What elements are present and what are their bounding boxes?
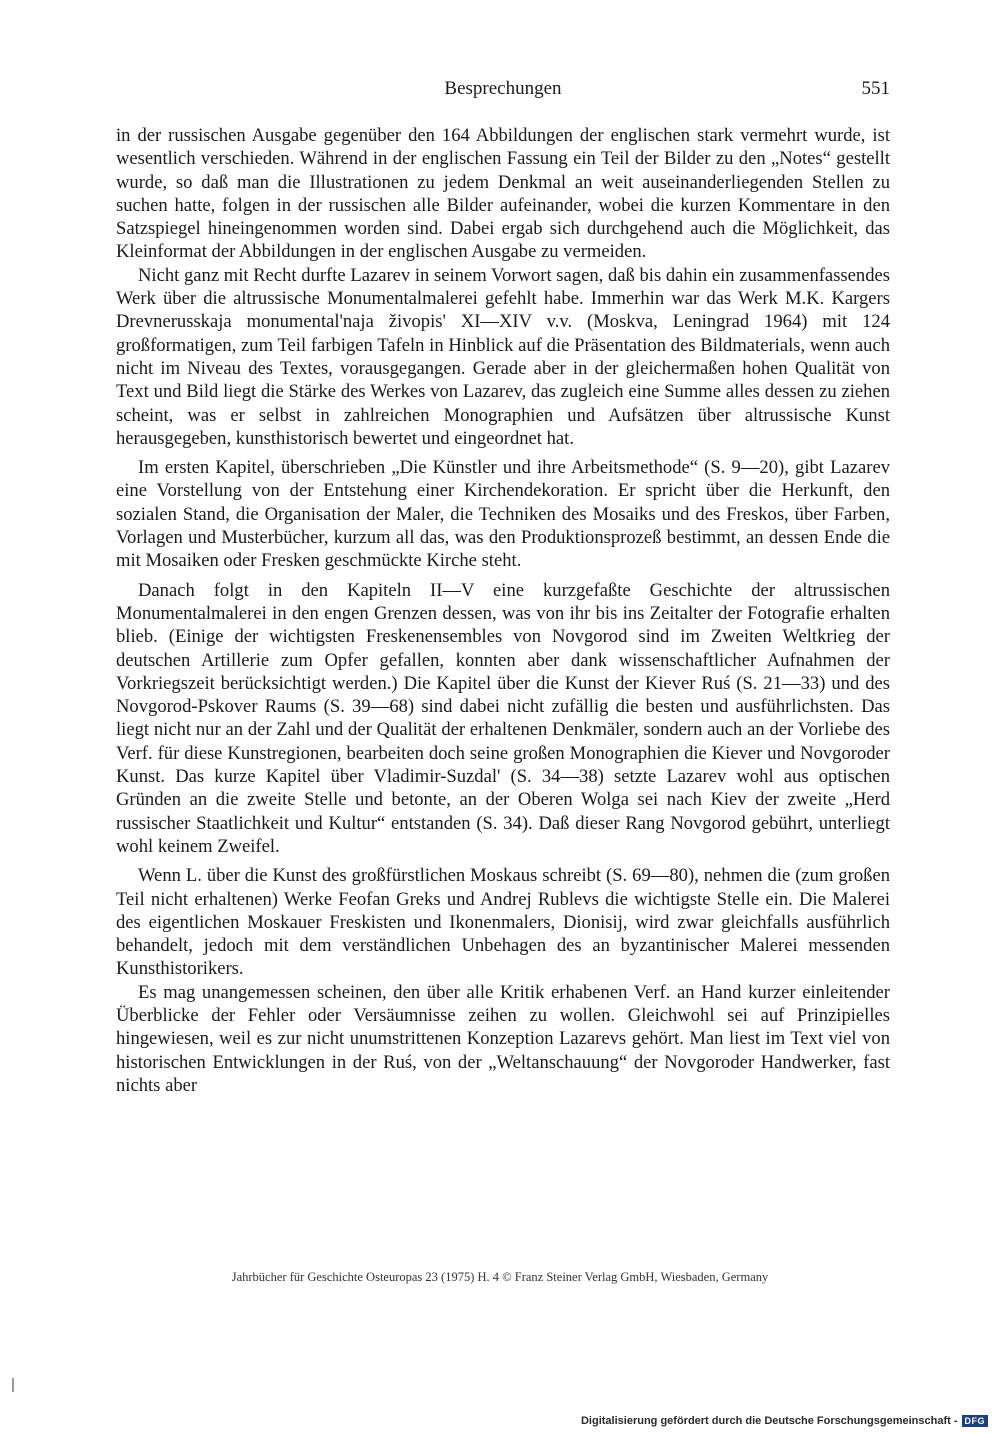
body-text	[116, 124, 890, 1097]
paragraph-5: Wenn L. über die Kunst des großfürstlichen Moskaus schreibt (S. 69—80), nehmen die (zum großen Teil nicht erhaltenen) Werke Feofan Greks und Andrej Rublevs die wichtigste Stelle ein. Die Malerei des eigentlichen Moskauer Freskisten und Ikonenmalers, Dionisij, wird zwar gleichfalls ausführlich behandelt, jedoch mit dem verständlichen Unbehagen des an byzantinischer Malerei messenden Kunsthistorikers.	[116, 865, 890, 980]
digitization-note	[581, 1415, 988, 1427]
running-head	[116, 78, 890, 106]
paragraph-2: Nicht ganz mit Recht durfte Lazarev in seinem Vorwort sagen, daß bis dahin ein zusammenfassendes Werk über die altrussische Monumentalmalerei gefehlt habe. Immerhin war das Werk M.K. Kargers Drevnerusskaja monumental'naja živopis' XI—XIV v.v. (Moskva, Leningrad 1964) mit 124 großformatigen, zum Teil farbigen Tafeln in Hinblick auf die Präsentation des Bildmaterials, wenn auch nicht im Niveau des Textes, vorausgegangen. Gerade aber in der gleichermaßen hohen Qualität von Text und Bild liegt die Stärke des Werkes von Lazarev, das zugleich eine Summe alles dessen zu ziehen scheint, was er selbst in zahlreichen Monographien und Aufsätzen über altrussische Kunst herausgegeben, kunsthistorisch bewertet und eingeordnet hat.	[116, 264, 890, 449]
digitization-text: Digitalisierung gefördert durch die Deutsche Forschungsgemeinschaft -	[580, 1415, 958, 1427]
journal-citation: Jahrbücher für Geschichte Osteuropas 23 (1975) H. 4 © Franz Steiner Verlag GmbH, Wiesbaden, Germany	[231, 1270, 769, 1284]
paragraph-6: Es mag unangemessen scheinen, den über alle Kritik erhabenen Verf. an Hand kurzer einleitender Überblicke der Fehler oder Versäumnisse zeihen zu wollen. Gleichwohl sei auf Prinzipielles hingewiesen, weil es zur nicht unumstrittenen Konzeption Lazarevs gehört. Man liest im Text viel von historischen Entwicklungen in der Ruś, von der „Weltanschauung“ der Novgoroder Handwerker, fast nichts aber	[116, 981, 890, 1096]
paragraph-3: Im ersten Kapitel, überschrieben „Die Künstler und ihre Arbeitsmethode“ (S. 9—20), gibt Lazarev eine Vorstellung von der Entstehung einer Kirchendekoration. Er spricht über die Herkunft, den sozialen Stand, die Organisation der Maler, die Techniken des Mosaiks und des Freskos, über Farben, Vorlagen und Musterbücher, kurzum all das, was den Produktionsprozeß bestimmt, an dessen Ende die mit Mosaiken oder Fresken geschmückte Kirche steht.	[116, 457, 890, 572]
dfg-logo-icon: DFG	[962, 1415, 989, 1427]
paragraph-4: Danach folgt in den Kapiteln II—V eine kurzgefaßte Geschichte der altrussischen Monumentalmalerei in den engen Grenzen dessen, was von ihr bis ins Zeitalter der Fotografie erhalten blieb. (Einige der wichtigsten Freskenensembles von Novgorod sind im Zweiten Weltkrieg der deutschen Artillerie zum Opfer gefallen, konnten aber dank wissenschaftlicher Aufnahmen der Vorkriegszeit berücksichtigt werden.) Die Kapitel über die Kunst der Kiever Ruś (S. 21—33) und des Novgorod-Pskover Raums (S. 39—68) sind dabei nicht zufällig die besten und ausführlichsten. Das liegt nicht nur an der Zahl und der Qualität der erhaltenen Denkmäler, sondern auch an der Vorliebe des Verf. für diese Kunstregionen, bearbeiten doch seine großen Monographien die Kiever und Novgoroder Kunst. Das kurze Kapitel über Vladimir-Suzdal' (S. 34—38) setzte Lazarev wohl aus optischen Gründen an die zweite Stelle und betonte, an der Oberen Wolga sei nach Kiev der zweite „Herd russischer Staatlichkeit und Kultur“ entstanden (S. 34). Daß dieser Rang Novgorod gebührt, unterliegt wohl keinem Zweifel.	[116, 579, 890, 857]
paragraph-1: in der russischen Ausgabe gegenüber den 164 Abbildungen der englischen stark vermehrt wurde, ist wesentlich verschieden. Während in der englischen Fassung ein Teil der Bilder zu den „Notes“ gestellt wurde, so daß man die Illustrationen zu jedem Denkmal an weit auseinanderliegenden Stellen zu suchen hatte, folgen in der russischen alle Bilder aufeinander, wobei die kurzen Kommentare in den Satzspiegel hineingenommen worden sind. Dabei ergab sich durchgehend auch die Möglichkeit, das Kleinformat der Abbildungen in der englischen Ausgabe zu vermeiden.	[116, 125, 890, 263]
section-title: Besprechungen	[444, 78, 562, 99]
margin-mark	[12, 1378, 14, 1392]
page-number: 551	[861, 78, 890, 99]
